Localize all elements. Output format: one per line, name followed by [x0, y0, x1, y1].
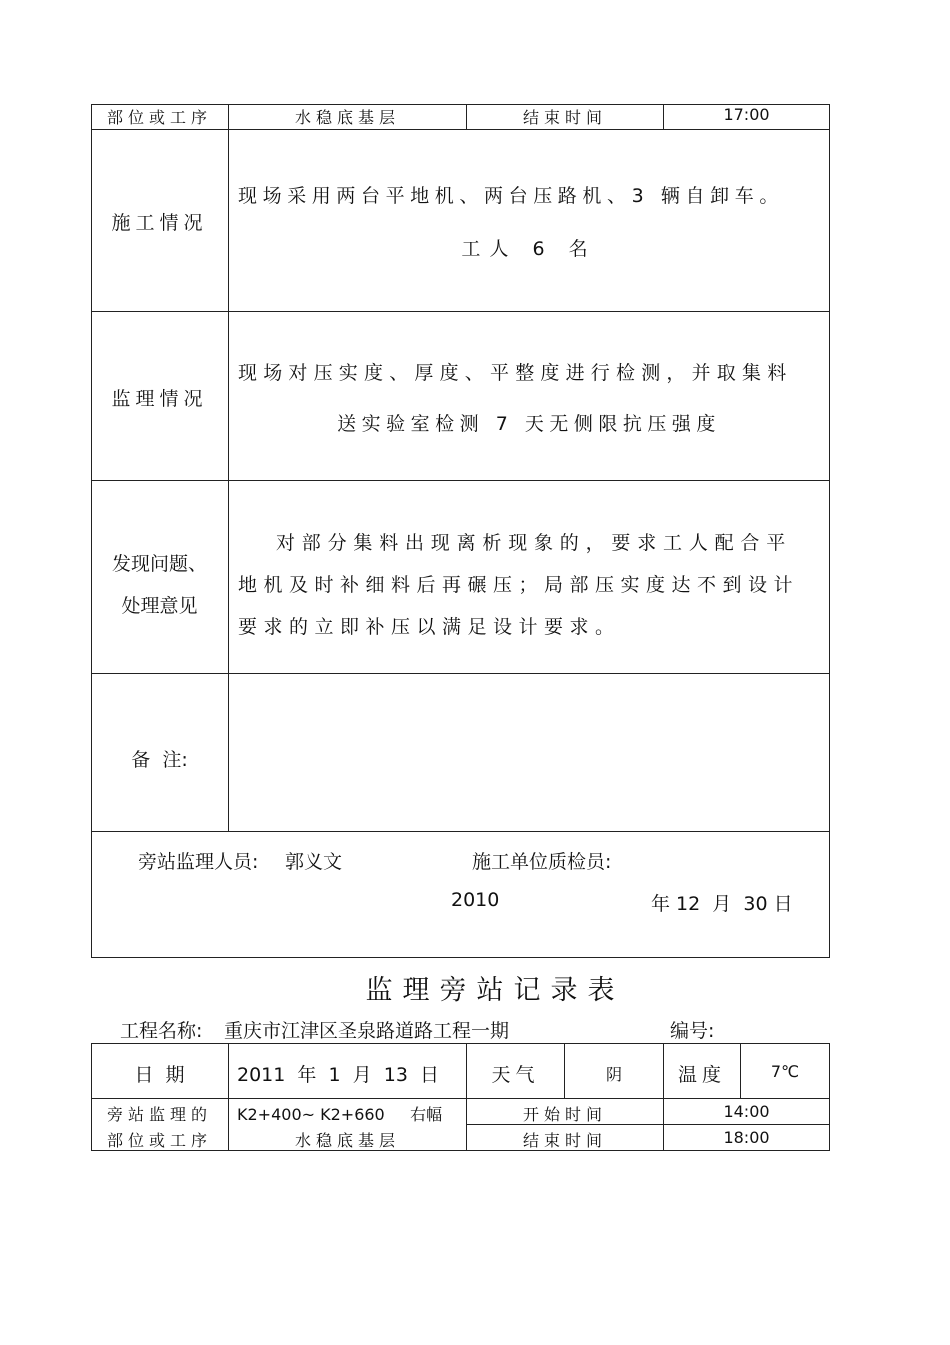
date-label: 日 期	[134, 1064, 185, 1086]
construction-label: 施工情况	[111, 212, 208, 234]
part-label-line2: 部位或工序	[106, 1131, 212, 1150]
supervision-label: 监理情况	[111, 388, 208, 410]
end-time-value-2: 18:00	[723, 1128, 770, 1147]
end-time-label: 结束时间	[522, 108, 607, 127]
issues-label-line1: 发现问题、	[111, 553, 207, 575]
temperature-value: 7℃	[770, 1062, 800, 1081]
supervisor-label: 旁站监理人员:	[138, 851, 259, 873]
temperature-label: 温度	[677, 1064, 726, 1086]
issues-line2: 地机及时补细料后再碾压；局部压实度达不到设计	[238, 574, 800, 596]
construction-line1: 现场采用两台平地机、两台压路机、3 辆自卸车。	[238, 185, 784, 207]
process-label: 部位或工序	[106, 108, 212, 127]
issues-label-line2: 处理意见	[121, 595, 198, 617]
issues-line1: 对部分集料出现离析现象的，要求工人配合平	[276, 532, 793, 554]
construction-line2: 工人 6 名	[461, 238, 597, 260]
end-time-label-2: 结束时间	[522, 1131, 607, 1150]
project-label: 工程名称:	[120, 1020, 203, 1042]
part-label-line1: 旁站监理的	[106, 1105, 212, 1124]
remarks-label: 备 注:	[131, 749, 188, 771]
start-time-label: 开始时间	[522, 1105, 607, 1124]
sign-year: 2010	[451, 889, 500, 911]
start-time-value: 14:00	[723, 1102, 770, 1121]
weather-label: 天气	[491, 1064, 540, 1086]
qc-inspector-label: 施工单位质检员:	[472, 851, 612, 873]
supervision-line1: 现场对压实度、厚度、平整度进行检测，并取集料	[238, 362, 793, 384]
part-value-line2: 水稳底基层	[294, 1131, 400, 1150]
issues-line3: 要求的立即补压以满足设计要求。	[238, 616, 621, 638]
supervision-line2: 送实验室检测 7 天无侧限抗压强度	[337, 413, 721, 435]
number-label: 编号:	[670, 1020, 715, 1042]
process-value: 水稳底基层	[294, 108, 400, 127]
project-name: 重庆市江津区圣泉路道路工程一期	[224, 1020, 510, 1042]
weather-value: 阴	[605, 1065, 622, 1084]
supervisor-name: 郭义文	[285, 851, 343, 873]
sign-date: 年 12 月 30 日	[651, 893, 793, 915]
date-value: 2011 年 1 月 13 日	[237, 1064, 440, 1086]
part-value-line1: K2+400~ K2+660 右幅	[237, 1105, 443, 1124]
form-title: 监理旁站记录表	[365, 975, 625, 1006]
end-time-value: 17:00	[723, 105, 770, 124]
